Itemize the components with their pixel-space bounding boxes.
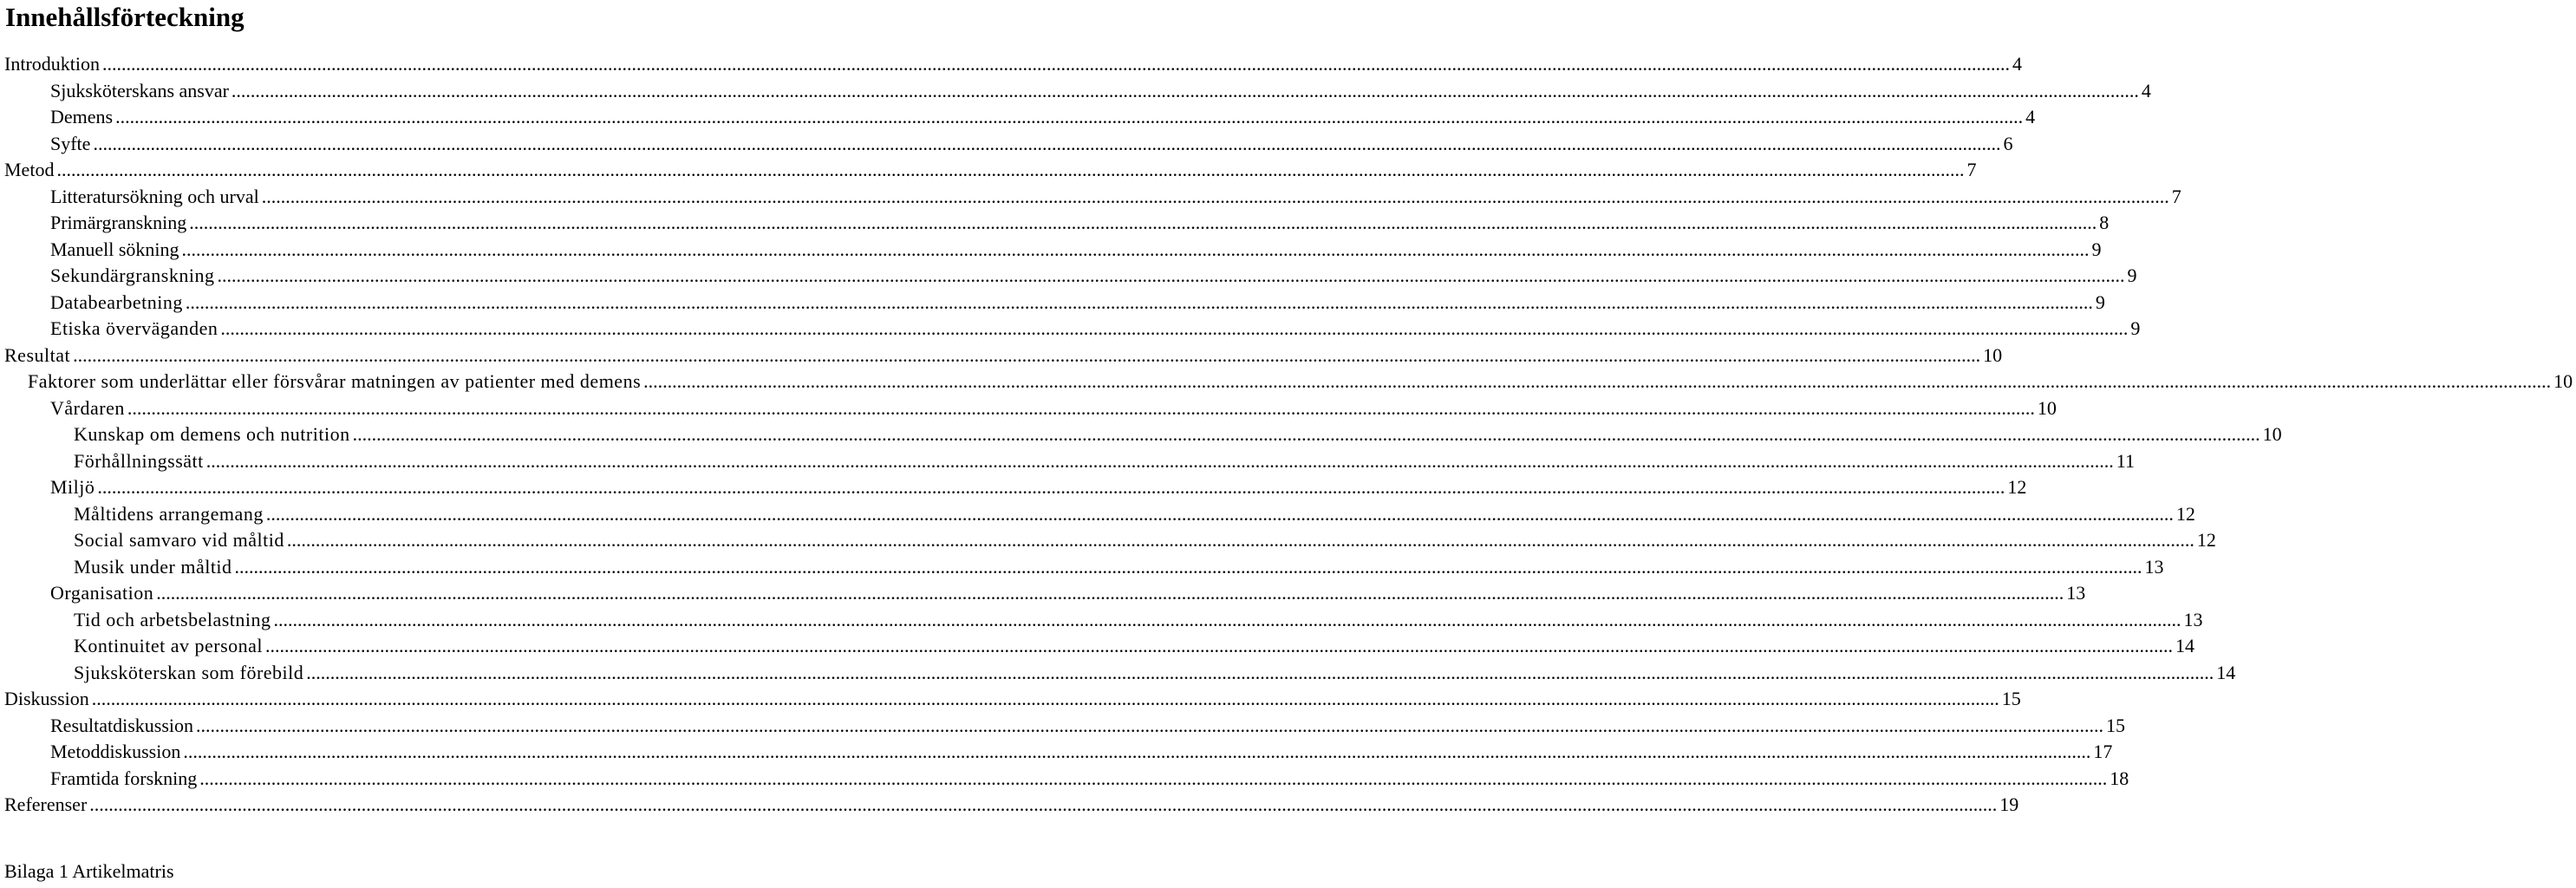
toc-entry[interactable] xyxy=(0,210,2110,237)
toc-entry[interactable] xyxy=(0,157,1977,184)
dot-leader: ................................................................................................................................................................................................................................................................................................................................................................................................................ xyxy=(196,714,2104,736)
toc-entry-page-number: 7 xyxy=(2171,185,2181,207)
dot-leader: ................................................................................................................................................................................................................................................................................................................................................................................................................ xyxy=(183,741,2091,762)
toc-entry-title: Demens xyxy=(50,106,114,127)
toc-entry-page-number: 15 xyxy=(2106,714,2126,736)
toc-entry-title: Metod xyxy=(4,159,55,180)
dot-leader: ................................................................................................................................................................................................................................................................................................................................................................................................................ xyxy=(306,661,2214,683)
toc-entry-page-number: 14 xyxy=(2175,635,2195,656)
toc-entry-page-number: 15 xyxy=(2001,688,2021,709)
toc-entry-title: Resultatdiskussion xyxy=(50,714,194,736)
toc-entry[interactable] xyxy=(0,237,2102,264)
toc-entry-title: Faktorer som underlättar eller försvårar matningen av patienter med demens xyxy=(28,370,642,392)
toc-entry-page-number: 13 xyxy=(2066,582,2086,604)
toc-entry-page-number: 9 xyxy=(2130,317,2141,339)
toc-entry-title: Resultat xyxy=(4,343,71,366)
dot-leader: ................................................................................................................................................................................................................................................................................................................................................................................................................ xyxy=(205,449,2114,472)
toc-entry-page-number: 18 xyxy=(2110,767,2129,789)
toc-entry-title: Måltidens arrangemang xyxy=(74,502,264,525)
dot-leader: ................................................................................................................................................................................................................................................................................................................................................................................................................ xyxy=(102,53,2010,75)
toc-entry[interactable] xyxy=(0,633,2195,660)
toc-entry-page-number: 10 xyxy=(1983,343,2003,366)
dot-leader: ................................................................................................................................................................................................................................................................................................................................................................................................................ xyxy=(185,291,2093,313)
toc-entry[interactable] xyxy=(0,395,2057,422)
dot-leader: ................................................................................................................................................................................................................................................................................................................................................................................................................ xyxy=(97,476,2005,498)
toc-entry-page-number: 12 xyxy=(2196,529,2216,551)
toc-entry-title: Diskussion xyxy=(4,688,89,709)
dot-leader: ................................................................................................................................................................................................................................................................................................................................................................................................................ xyxy=(181,238,2090,260)
toc-entry-title: Referenser xyxy=(4,793,88,815)
toc-entry-page-number: 6 xyxy=(2003,132,2013,154)
dot-leader: ................................................................................................................................................................................................................................................................................................................................................................................................................ xyxy=(93,132,2001,154)
toc-entry-page-number: 9 xyxy=(2127,264,2137,286)
toc-entry-page-number: 17 xyxy=(2093,741,2113,762)
dot-leader: ................................................................................................................................................................................................................................................................................................................................................................................................................ xyxy=(199,767,2108,789)
toc-entry-page-number: 12 xyxy=(2175,502,2195,525)
toc-entry-page-number: 10 xyxy=(2262,423,2282,445)
appendix-label: Bilaga 1 Artikelmatris xyxy=(4,860,174,882)
toc-entry[interactable] xyxy=(0,421,2282,448)
toc-entry[interactable] xyxy=(0,343,2003,369)
dot-leader: ................................................................................................................................................................................................................................................................................................................................................................................................................ xyxy=(115,106,2024,127)
toc-entry[interactable] xyxy=(0,660,2236,687)
toc-entry-title: Förhållningssätt xyxy=(74,449,204,472)
dot-leader: ................................................................................................................................................................................................................................................................................................................................................................................................................ xyxy=(261,185,2169,207)
toc-entry[interactable] xyxy=(0,184,2181,211)
toc-entry-page-number: 8 xyxy=(2099,212,2110,233)
dot-leader: ................................................................................................................................................................................................................................................................................................................................................................................................................ xyxy=(91,688,1999,709)
toc-entry[interactable] xyxy=(0,448,2135,475)
toc-entry-title: Manuell sökning xyxy=(50,238,179,260)
toc-entry-page-number: 10 xyxy=(2037,396,2057,419)
toc-entry[interactable] xyxy=(0,104,2036,131)
toc-entry[interactable] xyxy=(0,607,2203,634)
toc-title: Innehållsförteckning xyxy=(5,2,245,32)
toc-entry-title: Kontinuitet av personal xyxy=(74,635,264,656)
toc-entry-title: Sekundärgranskning xyxy=(50,264,215,286)
toc-entry[interactable] xyxy=(0,686,2021,713)
toc-entry[interactable] xyxy=(0,527,2216,554)
toc-entry[interactable] xyxy=(0,474,2027,501)
dot-leader: ................................................................................................................................................................................................................................................................................................................................................................................................................ xyxy=(220,317,2129,339)
dot-leader: ................................................................................................................................................................................................................................................................................................................................................................................................................ xyxy=(286,529,2194,551)
toc-entry[interactable] xyxy=(0,713,2126,740)
toc-entry-title: Social samvaro vid måltid xyxy=(74,529,284,551)
toc-entry-title: Etiska överväganden xyxy=(50,317,218,339)
toc-entry-page-number: 4 xyxy=(2025,106,2036,127)
toc-entry[interactable] xyxy=(0,369,2573,395)
toc-entry-page-number: 12 xyxy=(2007,476,2027,498)
toc-entry[interactable] xyxy=(0,263,2137,290)
toc-entry[interactable] xyxy=(0,316,2141,343)
toc-entry-title: Musik under måltid xyxy=(74,555,232,578)
toc-entry-title: Framtida forskning xyxy=(50,767,198,789)
toc-entry[interactable] xyxy=(0,580,2086,607)
toc-entry[interactable] xyxy=(0,78,2151,105)
dot-leader: ................................................................................................................................................................................................................................................................................................................................................................................................................ xyxy=(189,212,2097,233)
toc-entry-page-number: 13 xyxy=(2144,555,2164,578)
toc-entry-page-number: 4 xyxy=(2012,53,2022,75)
toc-entry-title: Introduktion xyxy=(4,53,100,75)
dot-leader: ................................................................................................................................................................................................................................................................................................................................................................................................................ xyxy=(234,555,2142,578)
toc-entry-title: Metoddiskussion xyxy=(50,741,181,762)
dot-leader: ................................................................................................................................................................................................................................................................................................................................................................................................................ xyxy=(265,635,2174,656)
toc-entry-page-number: 14 xyxy=(2216,661,2236,683)
toc-entry-title: Miljö xyxy=(50,476,95,498)
dot-leader: ................................................................................................................................................................................................................................................................................................................................................................................................................ xyxy=(73,343,1981,366)
dot-leader: ................................................................................................................................................................................................................................................................................................................................................................................................................ xyxy=(231,79,2139,101)
toc-entry[interactable] xyxy=(0,290,2105,317)
toc-entry[interactable] xyxy=(0,501,2195,528)
toc-entry-page-number: 13 xyxy=(2183,608,2203,630)
toc-entry-page-number: 19 xyxy=(1999,793,2019,815)
toc-entry[interactable] xyxy=(0,51,2022,78)
dot-leader: ................................................................................................................................................................................................................................................................................................................................................................................................................ xyxy=(89,793,1998,815)
dot-leader: ................................................................................................................................................................................................................................................................................................................................................................................................................ xyxy=(352,423,2260,445)
toc-entry-title: Vårdaren xyxy=(50,396,125,419)
toc-entry-title: Sjuksköterskan som förebild xyxy=(74,661,304,683)
dot-leader: ................................................................................................................................................................................................................................................................................................................................................................................................................ xyxy=(127,396,2035,419)
dot-leader: ................................................................................................................................................................................................................................................................................................................................................................................................................ xyxy=(273,608,2181,630)
toc-entry[interactable] xyxy=(0,739,2113,766)
dot-leader: ................................................................................................................................................................................................................................................................................................................................................................................................................ xyxy=(56,159,1965,180)
dot-leader: ................................................................................................................................................................................................................................................................................................................................................................................................................ xyxy=(217,264,2125,286)
dot-leader: ................................................................................................................................................................................................................................................................................................................................................................................................................ xyxy=(643,370,2552,392)
toc-entry-title: Organisation xyxy=(50,582,154,604)
toc-entry-page-number: 10 xyxy=(2553,370,2573,392)
toc-entry-title: Kunskap om demens och nutrition xyxy=(74,423,350,445)
dot-leader: ................................................................................................................................................................................................................................................................................................................................................................................................................ xyxy=(156,582,2064,604)
toc-entry-title: Syfte xyxy=(50,132,91,154)
toc-entry-title: Primärgranskning xyxy=(50,212,187,233)
toc-entry-page-number: 7 xyxy=(1966,159,1977,180)
toc-entry-page-number: 11 xyxy=(2116,449,2135,472)
toc-entry-title: Tid och arbetsbelastning xyxy=(74,608,271,630)
toc-entry-title: Databearbetning xyxy=(50,291,183,313)
toc-entry[interactable] xyxy=(0,554,2164,581)
toc-entry-title: Sjuksköterskans ansvar xyxy=(50,79,229,101)
toc-list xyxy=(0,51,2573,819)
toc-entry-page-number: 4 xyxy=(2141,79,2151,101)
toc-entry[interactable] xyxy=(0,766,2129,793)
dot-leader: ................................................................................................................................................................................................................................................................................................................................................................................................................ xyxy=(265,502,2174,525)
toc-entry[interactable] xyxy=(0,131,2013,158)
toc-entry[interactable] xyxy=(0,792,2019,819)
toc-entry-page-number: 9 xyxy=(2095,291,2105,313)
toc-entry-title: Litteratursökning och urval xyxy=(50,185,259,207)
toc-entry-page-number: 9 xyxy=(2091,238,2102,260)
